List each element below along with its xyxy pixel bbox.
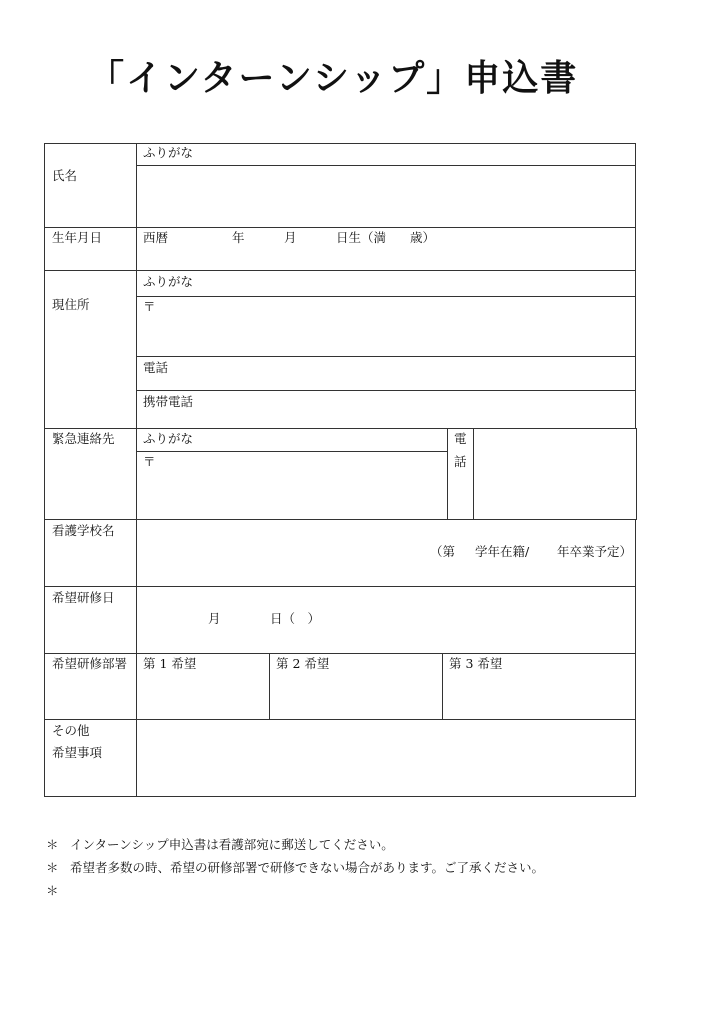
address-furigana-field[interactable] — [137, 271, 635, 296]
form-left-border — [44, 143, 45, 797]
address-postal-mark: 〒 — [143, 299, 156, 314]
note-mark: ＊ — [46, 837, 59, 852]
department-choice-2-label: 第 2 希望 — [276, 656, 330, 671]
school-grade-mid: 学年在籍/ — [475, 544, 530, 559]
birth-label: 生年月日 — [52, 230, 103, 245]
department-choice-3-label: 第 3 希望 — [449, 656, 503, 671]
other-label-1: その他 — [52, 723, 90, 738]
school-grade-open: （第 — [430, 544, 456, 559]
other-requests-field[interactable] — [137, 720, 635, 796]
form-right-border-emergency — [636, 428, 637, 520]
school-field[interactable] — [137, 520, 635, 586]
form-right-border-upper — [635, 143, 636, 429]
address-field[interactable] — [137, 297, 635, 356]
note-item — [46, 881, 70, 899]
emergency-address-field[interactable] — [137, 452, 447, 519]
emergency-postal-mark: 〒 — [143, 454, 156, 469]
birth-year-label: 年 — [232, 230, 245, 245]
training-date-label: 希望研修日 — [52, 590, 115, 605]
birth-day-age-label: 日生（満 — [336, 230, 387, 245]
note-item — [46, 835, 394, 853]
training-day-label: 日（ ） — [270, 611, 321, 626]
department-choice-2-field[interactable] — [270, 654, 442, 719]
name-furigana-label: ふりがな — [143, 145, 194, 160]
emergency-phone-field[interactable] — [474, 429, 636, 519]
emergency-furigana-label: ふりがな — [143, 431, 194, 446]
emergency-label: 緊急連絡先 — [52, 431, 115, 446]
address-label: 現住所 — [52, 297, 90, 312]
address-mobile-field[interactable] — [137, 391, 635, 428]
department-choice-1-field[interactable] — [137, 654, 269, 719]
department-choice-3-field[interactable] — [443, 654, 635, 719]
birth-age-label: 歳） — [410, 230, 436, 245]
name-field[interactable] — [137, 166, 635, 227]
emergency-furigana-field[interactable] — [137, 429, 447, 451]
note-mark: ＊ — [46, 883, 59, 898]
address-furigana-label: ふりがな — [143, 274, 194, 289]
emergency-phone-label-1: 電 — [454, 431, 467, 446]
birth-month-label: 月 — [284, 230, 297, 245]
page-title: 「インターンシップ」申込書 — [88, 57, 579, 99]
note-mark: ＊ — [46, 860, 59, 875]
note-item — [46, 858, 544, 876]
address-phone-label: 電話 — [143, 360, 169, 375]
note-text: インターンシップ申込書は看護部宛に郵送してください。 — [70, 837, 394, 852]
name-label: 氏名 — [52, 168, 78, 183]
name-furigana-field[interactable] — [137, 144, 635, 165]
note-text: 希望者多数の時、希望の研修部署で研修できない場合があります。ご了承ください。 — [70, 860, 545, 875]
address-mobile-label: 携帯電話 — [143, 394, 194, 409]
school-label: 看護学校名 — [52, 523, 115, 538]
address-phone-field[interactable] — [137, 357, 635, 390]
school-grade-close: 年卒業予定） — [557, 544, 633, 559]
emergency-phone-label-2: 話 — [454, 454, 467, 469]
form-bottom-border — [44, 796, 636, 797]
training-month-label: 月 — [208, 611, 221, 626]
birth-era-label: 西暦 — [143, 230, 169, 245]
birth-date-field[interactable] — [137, 228, 635, 270]
form-right-border-lower — [635, 519, 636, 797]
department-label: 希望研修部署 — [52, 656, 128, 671]
training-date-field[interactable] — [137, 587, 635, 653]
department-choice-1-label: 第 1 希望 — [143, 656, 197, 671]
other-label-2: 希望事項 — [52, 745, 103, 760]
emergency-phone-label-left — [447, 428, 448, 520]
